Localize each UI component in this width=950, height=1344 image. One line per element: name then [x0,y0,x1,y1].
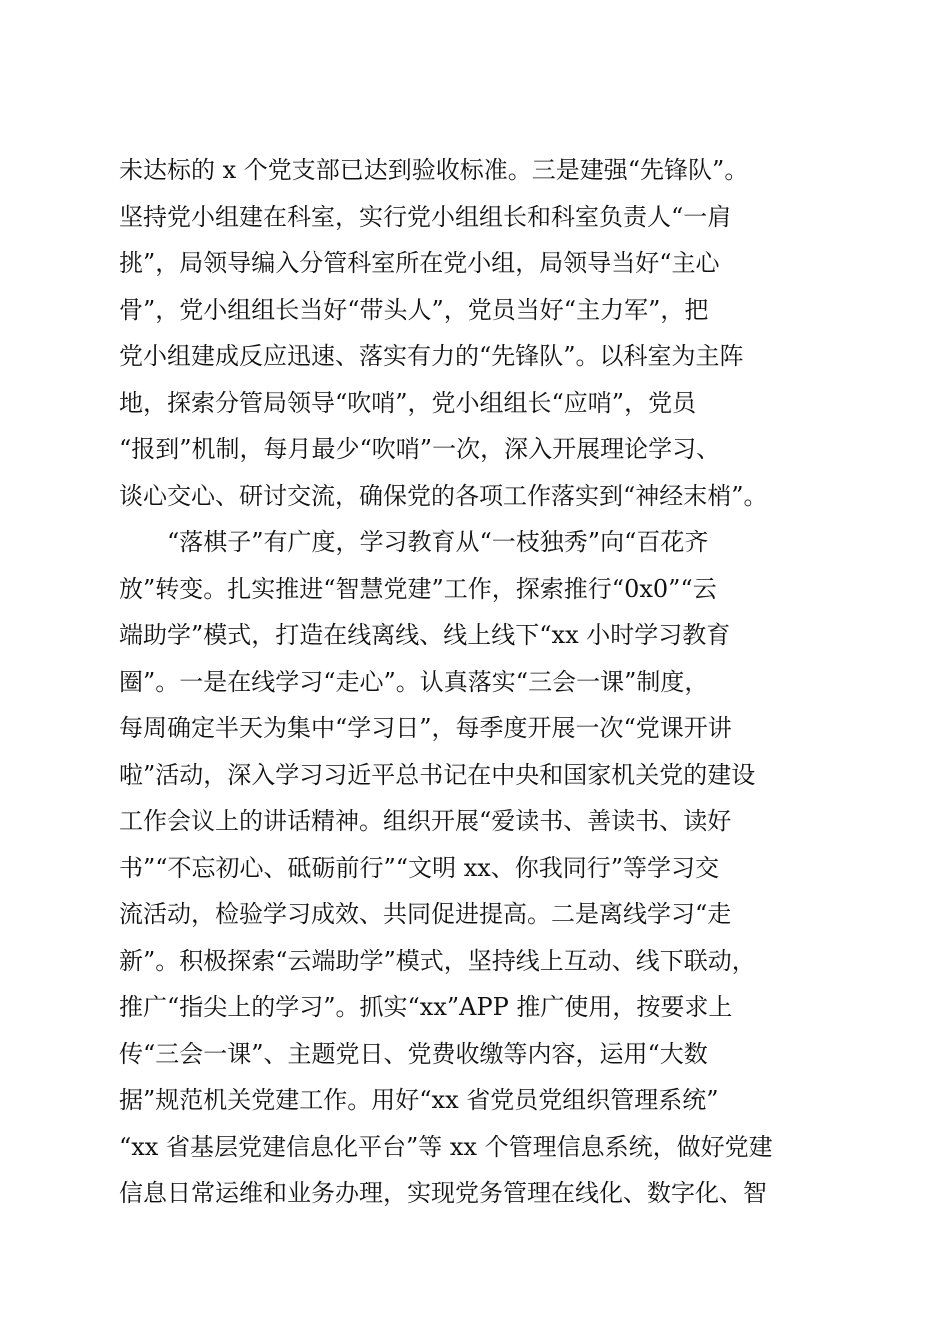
text-line: 工作会议上的讲话精神。组织开展“爱读书、善读书、读好 [119,807,732,835]
text-line: 书”“不忘初心、砥砺前行”“文明 xx、你我同行”等学习交 [119,853,720,882]
text-line: 流活动，检验学习成效、共同促进提高。二是离线学习“走 [119,900,732,928]
paragraph-start-line: “落棋子”有广度，学习教育从“一枝独秀”向“百花齐 [119,528,709,556]
text-line: 挑”，局领导编入分管科室所在党小组，局领导当好“主心 [119,249,720,277]
text-line: 端助学”模式，打造在线离线、线上线下“xx 小时学习教育 [119,621,731,649]
text-line: 传“三会一课”、主题党日、党费收缴等内容，运用“大数 [119,1039,708,1068]
text-line: 啦”活动，深入学习习近平总书记在中央和国家机关党的建设 [119,760,756,789]
text-line: “报到”机制，每月最少“吹哨”一次，深入开展理论学习、 [119,435,721,463]
text-line: 党小组建成反应迅速、落实有力的“先锋队”。以科室为主阵 [119,342,744,370]
text-line: 骨”，党小组组长当好“带头人”，党员当好“主力军”，把 [119,295,709,324]
text-line: “xx 省基层党建信息化平台”等 xx 个管理信息系统，做好党建 [119,1132,773,1161]
text-line: 圈”。一是在线学习“走心”。认真落实“三会一课”制度， [119,667,709,696]
text-line: 放”转变。扎实推进“智慧党建”工作，探索推行“0x0”“云 [119,574,717,603]
body-text [119,147,839,1217]
text-line: 每周确定半天为集中“学习日”，每季度开展一次“党课开讲 [119,714,732,742]
text-line: 谈心交心、研讨交流，确保党的各项工作落实到“神经末梢”。 [119,481,768,510]
text-line: 据”规范机关党建工作。用好“xx 省党员党组织管理系统” [119,1086,719,1114]
text-line: 未达标的 x 个党支部已达到验收标准。三是建强“先锋队”。 [119,156,749,184]
text-line: 地，探索分管局领导“吹哨”，党小组组长“应哨”，党员 [119,388,697,417]
text-line: 坚持党小组建在科室，实行党小组组长和科室负责人“一肩 [119,202,732,231]
text-line: 信息日常运维和业务办理，实现党务管理在线化、数字化、智 [119,1179,767,1207]
text-line: 新”。积极探索“云端助学”模式，坚持线上互动、线下联动， [119,946,756,975]
text-line: 推广“指尖上的学习”。抓实“xx”APP 推广使用，按要求上 [119,993,733,1021]
